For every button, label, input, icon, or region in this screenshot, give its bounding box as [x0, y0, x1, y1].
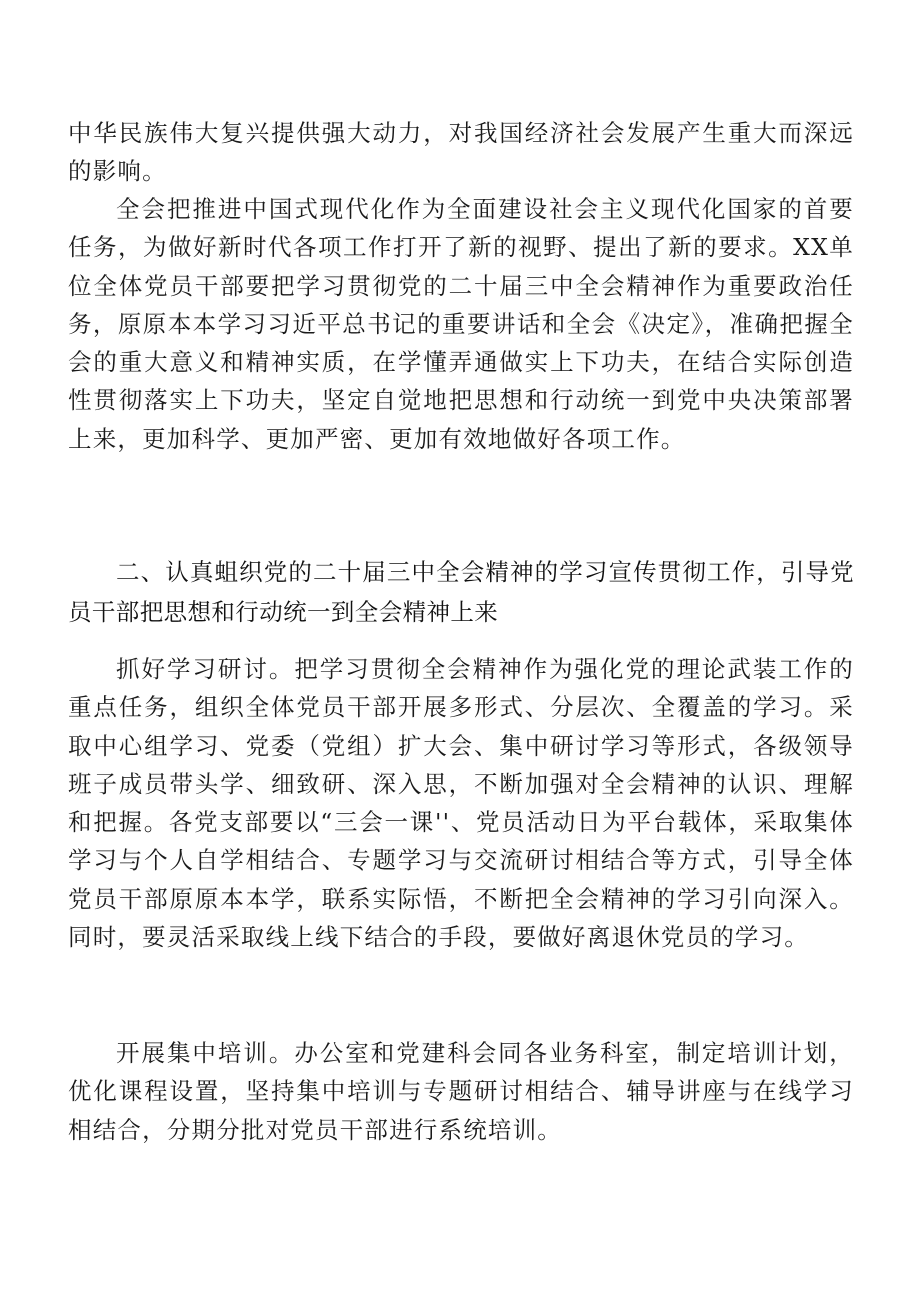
paragraph-study-discussion: 抓好学习研讨。把学习贯彻全会精神作为强化党的理论武装工作的重点任务，组织全体党员干部开展多形式、分层次、全覆盖的学习。采取中心组学习、党委（党组）扩大会、集中研讨学习等形式，各级领导班子成员带头学、细致研、深入思，不断加强对全会精神的认识、理解和把握。各党支部要以“三会一课''、党员活动日为平台载体，采取集体学习与个人自学相结合、专题学习与交流研讨相结合等方式，引导全体党员干部原原本本学，联系实际悟，不断把全会精神的学习引向深入。同时，要灵活采取线上线下结合的手段，要做好离退休党员的学习。 — [68, 655, 854, 952]
paragraph-plenum-tasks: 全会把推进中国式现代化作为全面建设社会主义现代化国家的首要任务，为做好新时代各项工作打开了新的视野、提出了新的要求。XX单位全体党员干部要把学习贯彻党的二十届三中全会精神作为重要政治任务，原原本本学习习近平总书记的重要讲话和全会《决定》，准确把握全会的重大意义和精神实质，在学懂弄通做实上下功夫，在结合实际创造性贯彻落实上下功夫，坚定自觉地把思想和行动统一到党中央决策部署上来，更加科学、更加严密、更加有效地做好各项工作。 — [68, 195, 854, 453]
section-heading-two: 二、认真蛆织党的二十届三中全会精神的学习宣传贯彻工作，引导党员干部把思想和行动统一到全会精神上来 — [68, 558, 854, 626]
paragraph-centralized-training: 开展集中培训。办公室和党建科会同各业务科室，制定培训计划，优化课程设置，坚持集中培训与专题研讨相结合、辅导讲座与在线学习相结合，分期分批对党员干部进行系统培训。 — [68, 1039, 854, 1144]
paragraph-continuation: 中华民族伟大复兴提供强大动力，对我国经济社会发展产生重大而深远的影响。 — [68, 119, 854, 186]
